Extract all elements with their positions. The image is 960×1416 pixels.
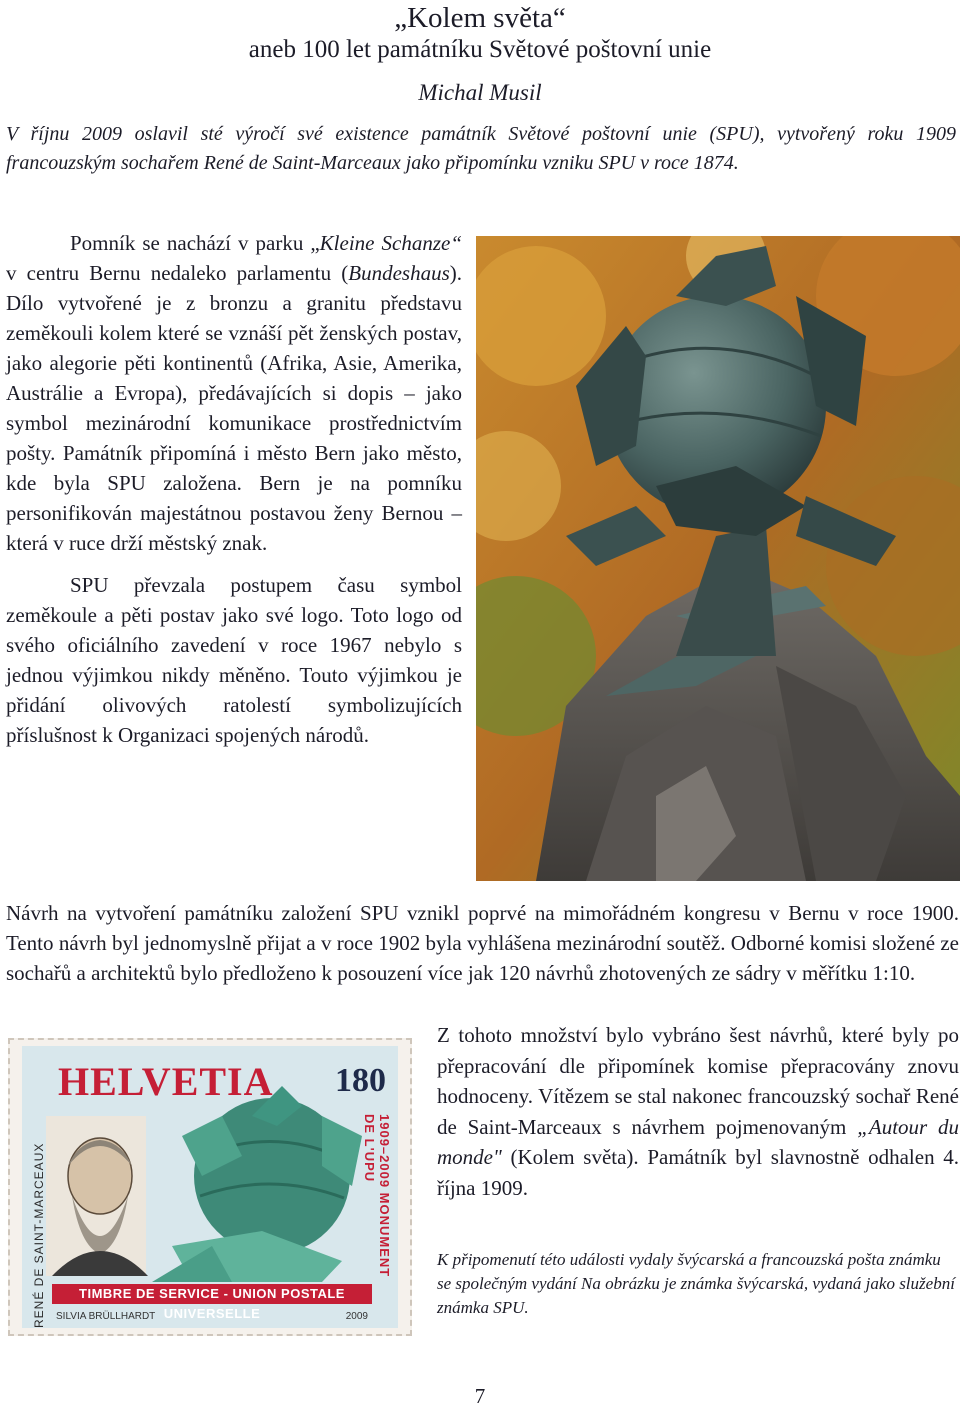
stamp-year: 2009 — [345, 1311, 368, 1322]
paragraph-monument: Pomník se nachází v parku „Kleine Schanze“ v centru Bernu nedaleko parlamentu (Bundeshaus). Dílo vytvořené je z bronzu a granitu představu zeměkouli kolem které se vznáší pět ženských postav, jako alegorie pěti kontinentů (Afrika, Asie, Amerika, Austrálie a Evropa), předávajících si dopis – jako symbol mezinárodní komunikace prostřednictvím pošty. Památník připomíná i město Bern jako město, kde byla SPU založena. Bern je na pomníku personifikován majestátnou postavou ženy Bernou – která v ruce drží městský znak. — [6, 231, 462, 555]
paragraph-logo: SPU převzala postupem času symbol zeměkoule a pěti postav jako své logo. Toto logo od svého oficiálního zavedení v roce 1967 nebylo s jednou výjimkou nikdy měněno. Touto výjimkou je přidání olivových ratolestí symbolizujících příslušnost k Organizaci spojených národů. — [6, 573, 462, 747]
left-column — [6, 228, 462, 750]
paragraph-selection: Z tohoto množství bylo vybráno šest návrhů, které byly po přepracování dle připomínek komise přepracovány znovu hodnoceny. Vítězem se stal nakonec francouzský sochař René de Saint-Marceaux s návrhem pojmenovaným „Autour du monde" (Kolem světa). Památník byl slavnostně odhalen 4. října 1909. — [437, 1023, 960, 1200]
stamp-country: HELVETIA — [58, 1059, 274, 1104]
article-subtitle: aneb 100 let památníku Světové poštovní unie — [248, 36, 712, 63]
page-number: 7 — [474, 1384, 486, 1408]
stamp-sculptor-name: RENÉ DE SAINT-MARCEAUX — [32, 1142, 46, 1328]
lead-paragraph: V říjnu 2009 oslavil sté výročí své existence památník Světové poštovní unie (SPU), vytvořený roku 1909 francouzským sochařem René de Saint-Marceaux jako připomínku vzniku SPU v roce 1874. — [6, 123, 956, 174]
monument-photo — [476, 236, 960, 881]
article-title: „Kolem světa“ — [394, 2, 566, 34]
postage-stamp — [22, 1046, 398, 1328]
article-author: Michal Musil — [418, 80, 542, 105]
stamp-artist: SILVIA BRÜLLHARDT — [56, 1311, 156, 1322]
stamp-service-band: TIMBRE DE SERVICE - UNION POSTALE UNIVERSELLE — [52, 1284, 372, 1304]
stamp-value: 180 — [335, 1062, 386, 1099]
stamp-monument-label: 1909–2009 MONUMENT DE L'UPU — [362, 1114, 392, 1278]
stamp-caption: K připomenutí této události vydaly švýcarská a francouzská pošta známku se společným vydání Na obrázku je známka švýcarská, vydaná jako služební známka SPU. — [437, 1250, 955, 1317]
paragraph-competition: Návrh na vytvoření památníku založení SPU vznikl poprvé na mimořádném kongresu v Bernu v roce 1900. Tento návrh byl jednomyslně přijat a v roce 1902 byla vyhlášena mezinárodní soutěž. Odborné komisi složené ze sochařů a architektů bylo předloženo k posouzení více jak 120 návrhů zhotovených ze sádry v měřítku 1:10. — [6, 901, 959, 985]
